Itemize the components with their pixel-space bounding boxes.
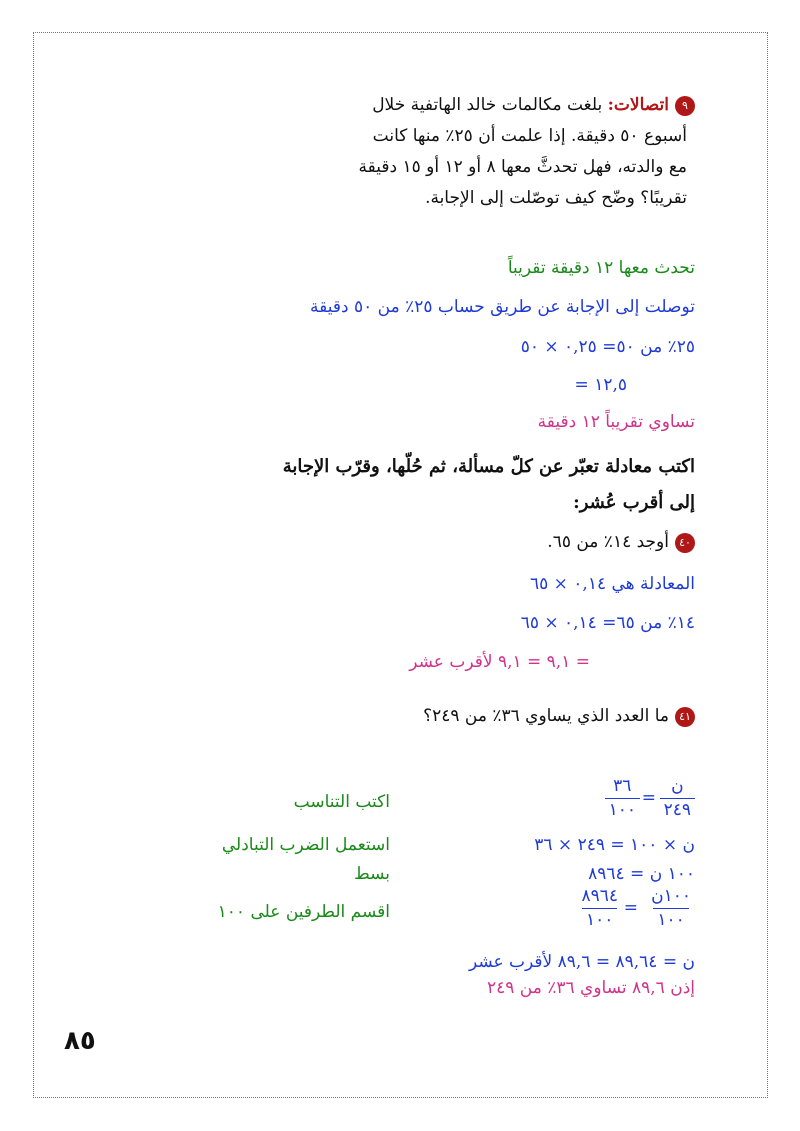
problem-text-line: تقريبًا؟ وضّح كيف توصّلت إلى الإجابة.	[425, 188, 687, 208]
instruction-line-1: اكتب معادلة تعبّر عن كلّ مسألة، ثم حُلّها، وقرّب الإجابة	[282, 456, 695, 477]
problem-39-line-1	[95, 90, 695, 121]
result-40: = ٩,١ = ٩,١ لأقرب عشر	[409, 652, 590, 672]
step-result: ن = ٨٩,٦٤ = ٨٩,٦ لأقرب عشر	[468, 952, 695, 972]
problem-number-badge: ٤١	[675, 707, 695, 727]
step-label-simplify: بسط	[353, 864, 390, 884]
step-label-proportion: اكتب التناسب	[293, 792, 390, 812]
fraction-numerator: ١٠٠ن	[651, 886, 691, 906]
fraction-numerator: ن	[671, 776, 684, 796]
equals-sign: =	[641, 788, 656, 808]
problem-41-text: ما العدد الذي يساوي ٣٦٪ من ٢٤٩؟	[423, 706, 669, 726]
calc-40: ١٤٪ من ٦٥= ٠,١٤ × ٦٥	[520, 613, 695, 633]
problem-text-line: مع والدته، فهل تحدثَّ معها ٨ أو ١٢ أو ١٥ دقيقة	[358, 157, 687, 177]
proportion-left-fraction	[660, 778, 695, 819]
problem-41	[423, 706, 695, 727]
divide-right-fraction	[577, 888, 622, 929]
divide-left-fraction	[647, 888, 695, 929]
fraction-denominator: ٢٤٩	[660, 798, 695, 819]
calc-39-line-1: ٢٥٪ من ٥٠= ٠,٢٥ × ٥٠	[520, 337, 695, 357]
page-number: ٨٥	[64, 1026, 96, 1056]
calc-39-line-2: = ١٢,٥	[574, 375, 627, 395]
problem-text-line: أسبوع ٥٠ دقيقة. إذا علمت أن ٢٥٪ منها كانت	[372, 126, 687, 146]
equals-sign: =	[623, 898, 638, 918]
proportion-right-fraction	[605, 778, 640, 819]
problem-text-line: بلغت مكالمات خالد الهاتفية خلال	[372, 95, 603, 115]
answer-39: تحدث معها ١٢ دقيقة تقريباً	[507, 258, 695, 278]
step-simplify: ١٠٠ ن = ٨٩٦٤	[588, 864, 695, 884]
step-label-cross-multiply: استعمل الضرب التبادلي	[221, 835, 390, 855]
problem-number-badge: ٤٠	[675, 533, 695, 553]
problem-40-text: أوجد ١٤٪ من ٦٥.	[547, 532, 669, 552]
method-39: توصلت إلى الإجابة عن طريق حساب ٢٥٪ من ٥٠ دقيقة	[310, 297, 695, 317]
fraction-numerator: ٨٩٦٤	[581, 886, 618, 906]
problem-keyword: اتصالات:	[607, 95, 669, 115]
conclusion-41: إذن ٨٩,٦ تساوي ٣٦٪ من ٢٤٩	[486, 978, 695, 998]
problem-number-badge: ٩	[675, 96, 695, 116]
problem-39	[95, 90, 695, 214]
fraction-denominator: ١٠٠	[653, 908, 688, 929]
fraction-denominator: ١٠٠	[605, 798, 640, 819]
step-label-divide: اقسم الطرفين على ١٠٠	[217, 902, 390, 922]
instruction-line-2: إلى أقرب عُشر:	[573, 492, 695, 513]
fraction-denominator: ١٠٠	[582, 908, 617, 929]
step-cross-multiply: ن × ١٠٠ = ٢٤٩ × ٣٦	[534, 835, 695, 855]
problem-40	[547, 532, 695, 553]
fraction-numerator: ٣٦	[613, 776, 632, 796]
conclusion-39: تساوي تقريباً ١٢ دقيقة	[537, 412, 695, 432]
equation-40: المعادلة هي ٠,١٤ × ٦٥	[529, 574, 695, 594]
